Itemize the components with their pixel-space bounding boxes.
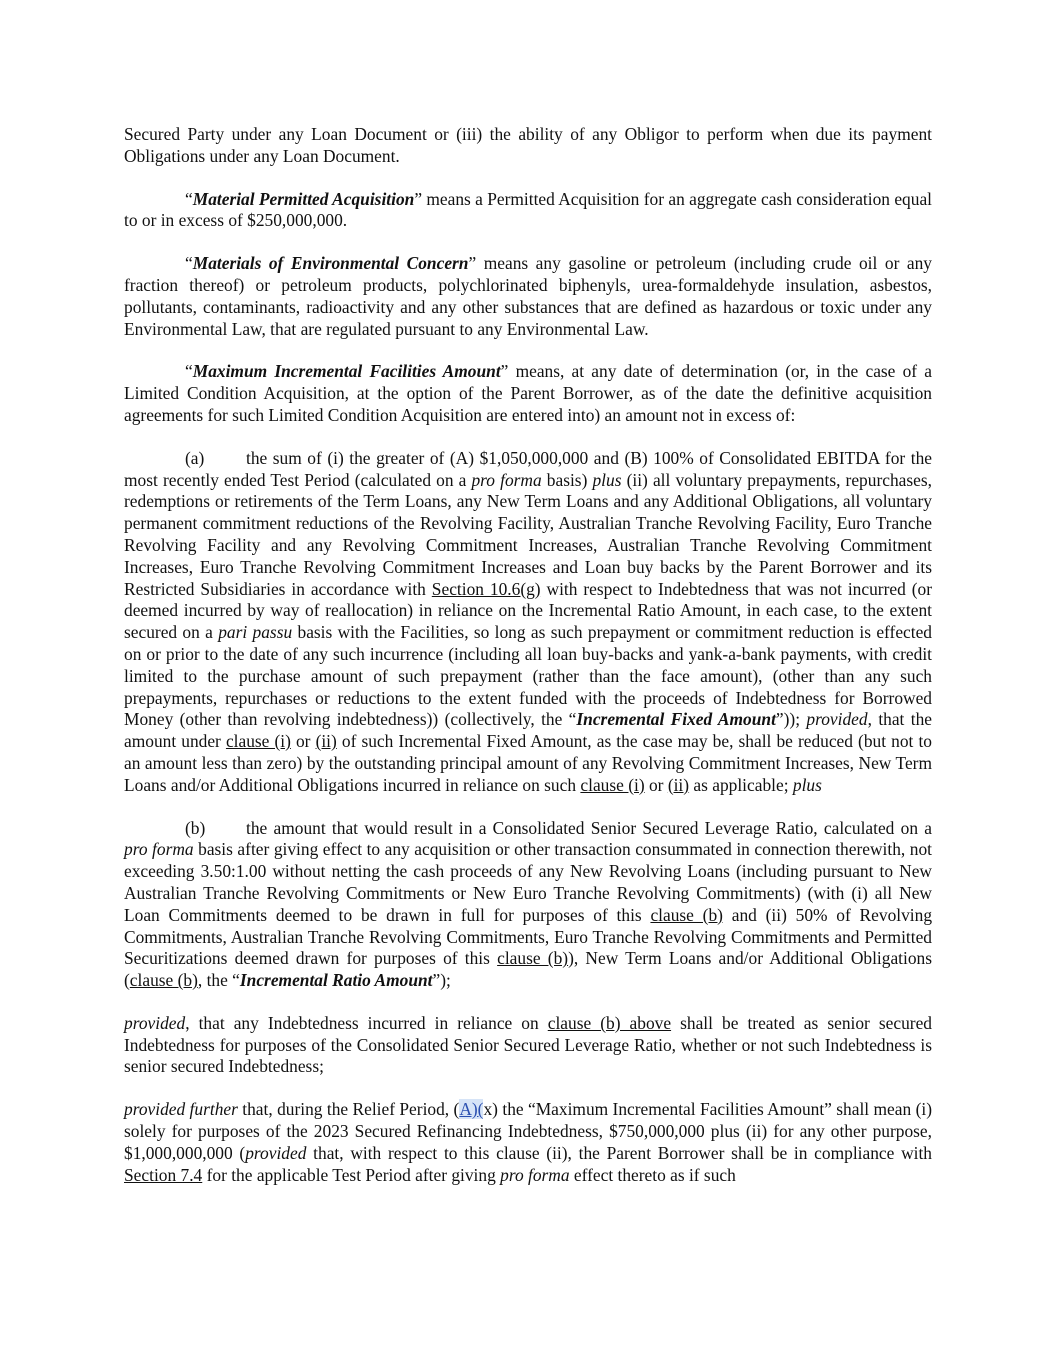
defined-term: Incremental Fixed Amount [576,709,776,730]
highlighted-link[interactable]: A)( [459,1099,484,1120]
cross-reference: clause (b) [497,948,569,969]
definition-material-permitted-acquisition: “Material Permitted Acquisition” means a Permitted Acquisition for an aggregate cash consideration equal to or in excess of $250,000,000. [124,188,932,231]
cross-reference: Section 10.6(g) [431,578,541,599]
cross-reference: clause (b) [650,904,723,925]
paragraph-mae-continuation: Secured Party under any Loan Document or (iii) the ability of any Obligor to perform when due its payment Obligations under any Loan Document. [124,124,932,166]
cross-reference: (ii) [667,774,690,795]
clause-a: (a) the sum of (i) the greater of (A) $1,050,000,000 and (B) 100% of Consolidated EBITDA for the most recently ended Test Period (calculated on a pro forma basis) plus (ii) all voluntary prepayments, repurchases, redemptions or retirements of the Term Loans, any New Term Loans and any Additional Obligations, all voluntary permanent commitment reductions of the Revolving Facility, Australian Tranche Revolving Facility, Euro Tranche Revolving Facility and any Revolving Commitment Increases, Australian Tranche Revolving Commitment Increases, Euro Tranche Revolving Commitment Increases and Loan buy backs by the Parent Borrower and its Restricted Subsidiaries in accordance with Section 10.6(g) with respect to Indebtedness that was not incurred (or deemed incurred by way of reallocation) in reliance on the Incremental Ratio Amount, in each case, to the extent secured on a pari passu basis with the Facilities, so long as such prepayment or commitment reduction is effected on or prior to the date of any such incurrence (including all loan buy-backs and yank-a-bank payments, with credit limited to the purchase amount of such prepayment (rather than the face amount), (other than any such prepayments, repurchases or reductions to the extent funded with the proceeds of Indebtedness for Borrowed Money (other than revolving indebtedness)) (collectively, the “Incremental Fixed Amount”)); provided, that the amount under clause (i) or (ii) of such Incremental Fixed Amount, as the case may be, shall be reduced (but not to an amount less than zero) by the outstanding principal amount of any Revolving Commitment Increases, New Term Loans and/or Additional Obligations incurred in reliance on such clause (i) or (ii) as applicable; plus [124,447,932,795]
defined-term: Material Permitted Acquisition [192,188,415,209]
definition-maximum-incremental-facilities-amount: “Maximum Incremental Facilities Amount” means, at any date of determination (or, in the case of a Limited Condition Acquisition, at the option of the Parent Borrower, as of the date the definitive acquisition agreements for such Limited Condition Acquisition are entered into) an amount not in excess of: [124,361,932,425]
cross-reference: clause (i) [580,774,645,795]
clause-b: (b) the amount that would result in a Consolidated Senior Secured Leverage Ratio, calculated on a pro forma basis after giving effect to any acquisition or other transaction consummated in connection therewith, not exceeding 3.50:1.00 without netting the cash proceeds of any New Revolving Loans (including pursuant to New Australian Tranche Revolving Commitments or New Euro Tranche Revolving Commitments) (with (i) all New Loan Commitments deemed to be drawn in full for purposes of this clause (b) and (ii) 50% of Revolving Commitments, Australian Tranche Revolving Commitments, Euro Tranche Revolving Commitments and Permitted Securitizations deemed drawn for purposes of this clause (b)), New Term Loans and/or Additional Obligations (clause (b), the “Incremental Ratio Amount”); [124,817,933,991]
document-page [124,124,932,1207]
proviso-paragraph: provided, that any Indebtedness incurred in reliance on clause (b) above shall be treated as senior secured Indebtedness for purposes of the Consolidated Senior Secured Leverage Ratio, whether or not such Indebtedness is senior secured Indebtedness; [124,1012,932,1077]
cross-reference: clause (b) above [547,1012,672,1033]
clause-label: (a) [185,447,205,468]
definition-materials-of-environmental-concern: “Materials of Environmental Concern” means any gasoline or petroleum (including crude oil or any fraction thereof) or petroleum products, polychlorinated biphenyls, urea-formaldehyde insulation, asbestos, pollutants, contaminants, radioactivity and any other substances that are defined as hazardous or toxic under any Environmental Law, that are regulated pursuant to any Environmental Law. [124,253,932,339]
clause-label: (b) [185,817,206,838]
cross-reference: Section 7.4 [124,1164,203,1185]
defined-term: Materials of Environmental Concern [192,253,469,274]
defined-term: Incremental Ratio Amount [239,970,433,991]
cross-reference: clause (i) [225,731,291,752]
defined-term: Maximum Incremental Facilities Amount [192,361,501,382]
cross-reference: (ii) [315,731,337,752]
proviso-further-paragraph: provided further that, during the Relief Period, (A)(x) the “Maximum Incremental Facilities Amount” shall mean (i) solely for purposes of the 2023 Secured Refinancing Indebtedness, $750,000,000 plus (ii) for any other purpose, $1,000,000,000 (provided that, with respect to this clause (ii), the Parent Borrower shall be in compliance with Section 7.4 for the applicable Test Period after giving pro forma effect thereto as if such [124,1099,932,1185]
cross-reference: clause (b) [129,970,198,991]
